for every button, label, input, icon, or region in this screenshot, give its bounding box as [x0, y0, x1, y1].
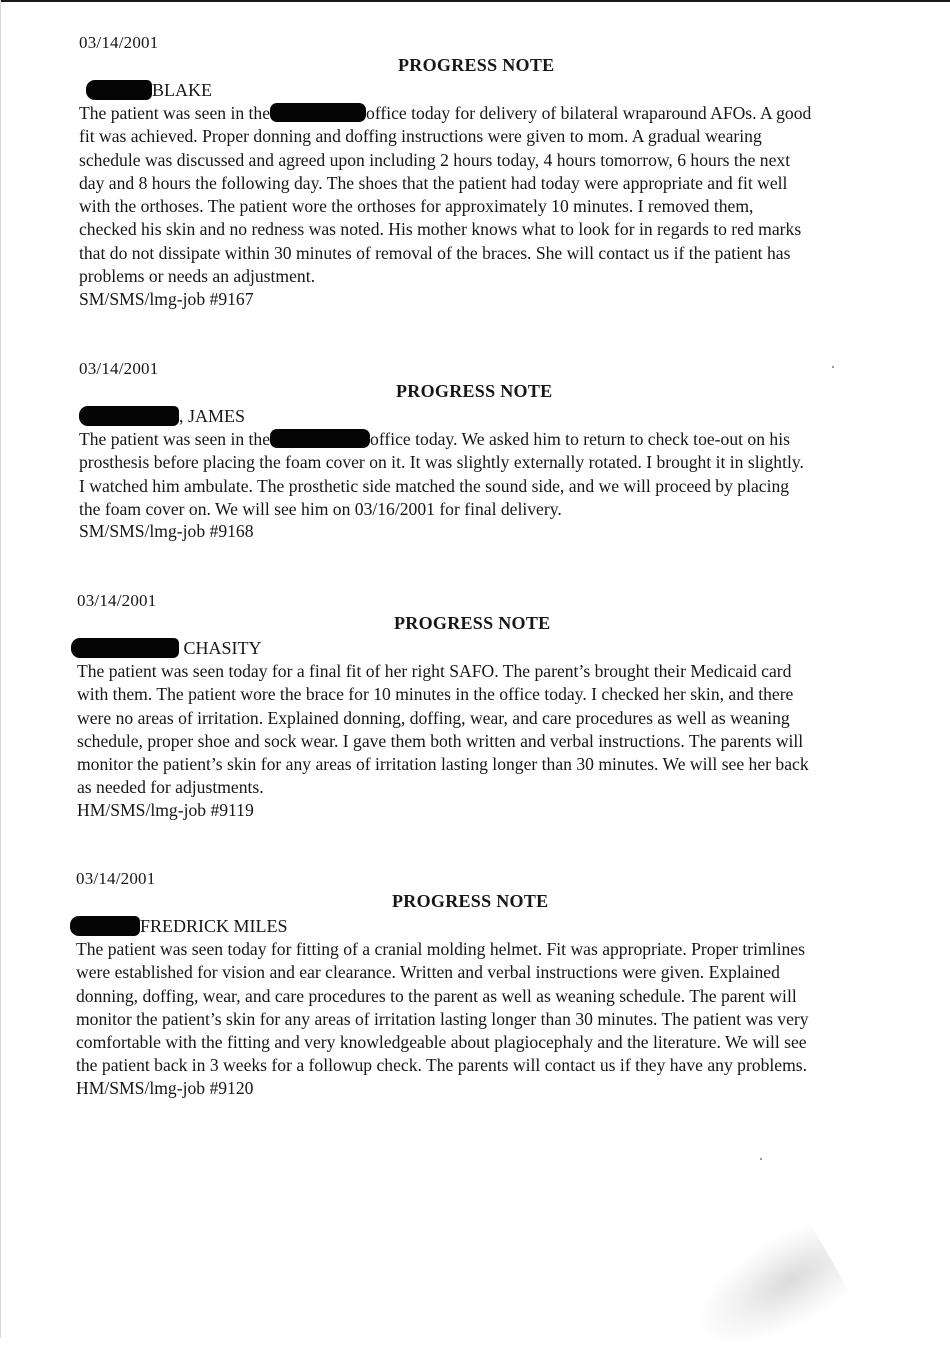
- body-line: schedule, proper shoe and sock wear. I gave them both written and verbal instructions. The parents will: [77, 730, 804, 751]
- note-body: [79, 428, 879, 521]
- body-line: The patient was seen today for fitting of a cranial molding helmet. Fit was appropriate. Proper trimlines: [76, 939, 805, 959]
- scan-smudge: [678, 1219, 853, 1371]
- body-line: The patient was seen in the office today. We asked him to return to check toe-out on his: [79, 429, 790, 449]
- scan-speck: [760, 1158, 762, 1160]
- patient-first-name: FREDRICK MILES: [140, 915, 288, 936]
- patient-first-name: , JAMES: [179, 405, 246, 426]
- redacted-surname: [70, 916, 140, 936]
- note-heading: PROGRESS NOTE: [396, 381, 553, 401]
- body-line: monitor the patient’s skin for any areas of irritation lasting longer than 30 minutes. We will see her back: [77, 754, 809, 775]
- patient-name-line: [71, 636, 262, 660]
- body-line: were established for vision and ear clearance. Written and verbal instructions were given. Explained: [76, 962, 780, 983]
- redacted-office-name: [270, 429, 370, 448]
- body-line: that do not dissipate within 30 minutes of removal of the braces. She will contact us if the patient has: [79, 242, 791, 263]
- job-reference: SM/SMS/lmg-job #9168: [79, 521, 254, 541]
- note-body: [79, 102, 879, 288]
- note-date: 03/14/2001: [76, 869, 156, 888]
- body-line: checked his skin and no redness was noted. His mother knows what to look for in regards to red marks: [79, 219, 802, 240]
- body-line: comfortable with the fitting and very knowledgeable about plagiocephaly and the literature. We will see: [76, 1032, 807, 1053]
- note-date: 03/14/2001: [79, 33, 159, 52]
- note-heading: PROGRESS NOTE: [392, 891, 549, 911]
- body-line: monitor the patient’s skin for any areas of irritation lasting longer than 30 minutes. The patient was very: [76, 1008, 809, 1029]
- body-line: day and 8 hours the following day. The shoes that the patient had today were appropriate and fit well: [79, 172, 788, 193]
- job-reference: HM/SMS/lmg-job #9120: [76, 1078, 254, 1098]
- body-line: fit was achieved. Proper donning and doffing instructions were given to mom. A gradual wearing: [79, 126, 762, 147]
- body-line: I watched him ambulate. The prosthetic side matched the sound side, and we will proceed by placing: [79, 475, 790, 496]
- body-line: the foam cover on. We will see him on 03/16/2001 for final delivery.: [79, 498, 562, 519]
- body-line: schedule was discussed and agreed upon including 2 hours today, 4 hours tomorrow, 6 hours the next: [79, 149, 791, 170]
- redacted-surname: [79, 406, 179, 426]
- body-line: The patient was seen in the office today for delivery of bilateral wraparound AFOs. A good: [79, 103, 812, 123]
- body-line: donning, doffing, wear, and care procedures to the parent as well as weaning schedule. The parent will: [76, 985, 797, 1006]
- body-line: The patient was seen today for a final fit of her right SAFO. The parent’s brought their Medicaid card: [77, 661, 792, 681]
- note-date: 03/14/2001: [79, 359, 159, 378]
- page-left-edge: [0, 0, 1, 1338]
- body-line: problems or needs an adjustment.: [79, 266, 315, 287]
- body-line: the patient back in 3 weeks for a followup check. The parents will contact us if they have any problems.: [76, 1055, 808, 1076]
- redacted-surname: [71, 638, 179, 658]
- job-reference: SM/SMS/lmg-job #9167: [79, 289, 254, 309]
- note-heading: PROGRESS NOTE: [394, 613, 551, 633]
- page-top-edge: [0, 0, 950, 2]
- body-line: as needed for adjustments.: [77, 777, 264, 798]
- redacted-surname: [86, 80, 152, 100]
- patient-name-line: [86, 78, 212, 102]
- body-line: were no areas of irritation. Explained donning, doffing, wear, and care procedures as well as weaning: [77, 707, 790, 728]
- body-line: with the orthoses. The patient wore the orthoses for approximately 10 minutes. I removed them,: [79, 196, 754, 217]
- body-line: prosthesis before placing the foam cover on it. It was slightly externally rotated. I brought it in slightly.: [79, 452, 804, 473]
- note-date: 03/14/2001: [77, 591, 157, 610]
- note-body: [77, 660, 877, 800]
- patient-name-line: [70, 914, 288, 938]
- patient-first-name: CHASITY: [179, 637, 262, 658]
- note-body: [76, 938, 876, 1078]
- body-line: with them. The patient wore the brace for 10 minutes in the office today. I checked her skin, and there: [77, 684, 794, 705]
- redacted-office-name: [270, 103, 366, 122]
- patient-name-line: [79, 404, 245, 428]
- note-heading: PROGRESS NOTE: [398, 55, 555, 75]
- patient-first-name: BLAKE: [152, 79, 212, 100]
- scan-speck: [832, 366, 834, 368]
- job-reference: HM/SMS/lmg-job #9119: [77, 800, 254, 820]
